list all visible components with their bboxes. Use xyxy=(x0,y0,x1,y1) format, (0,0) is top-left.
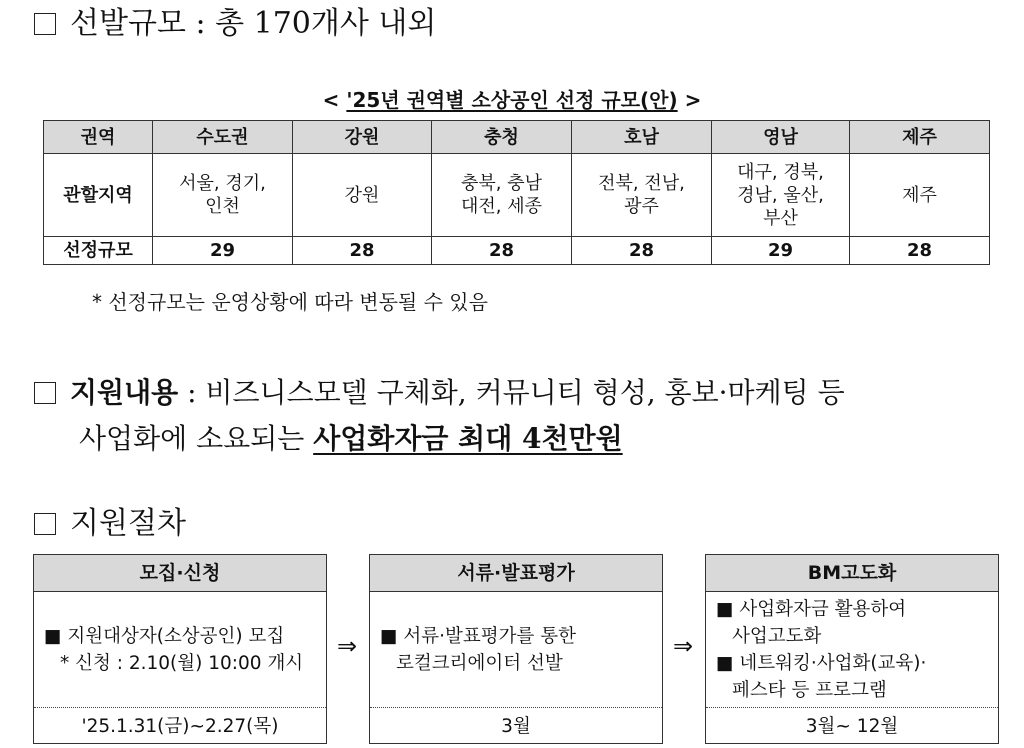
table-cell xyxy=(153,154,293,237)
step-bullets xyxy=(716,596,990,704)
area-text: 제주 xyxy=(902,184,937,206)
caption-close: > xyxy=(677,88,702,112)
caption-title: '25년 권역별 소상공인 선정 규모(안) xyxy=(346,88,678,112)
section-procedure xyxy=(34,504,186,544)
table-header-row xyxy=(44,121,990,154)
header-region: 충청 xyxy=(432,121,572,154)
support-text: 비즈니스모델 구체화, 커뮤니티 형성, 홍보·마케팅 등 xyxy=(205,376,845,409)
step-evaluation xyxy=(369,554,663,744)
area-text: 대구, 경북, 경남, 울산, 부산 xyxy=(737,161,824,229)
bullet-line: ■ 네트워킹·사업화(교육)· xyxy=(716,652,927,674)
bullet-line: 페스타 등 프로그램 xyxy=(732,679,887,701)
area-text: 서울, 경기, 인천 xyxy=(179,173,266,217)
regional-selection-table xyxy=(43,120,990,265)
count-cell: 29 xyxy=(712,237,850,265)
support-highlight: 사업화자금 최대 4천만원 xyxy=(313,422,623,455)
section-title: 지원내용 xyxy=(70,376,179,409)
table-cell xyxy=(293,154,432,237)
header-region: 강원 xyxy=(293,121,432,154)
section-selection-scale xyxy=(34,4,436,44)
step-body xyxy=(370,592,662,708)
checkbox-square-icon xyxy=(34,382,56,404)
count-cell: 28 xyxy=(850,237,990,265)
arrow-icon: ⇒ xyxy=(337,632,358,660)
row-label: 선정규모 xyxy=(44,237,153,265)
header-corner: 권역 xyxy=(44,121,153,154)
bullet-line: ■ 서류·발표평가를 통한 xyxy=(380,625,576,647)
area-text: 충북, 충남 대전, 세종 xyxy=(461,173,542,217)
header-region: 수도권 xyxy=(153,121,293,154)
step-bullets xyxy=(380,623,654,677)
section-title: 선발규모 : 총 170개사 내외 xyxy=(70,6,437,41)
count-cell: 29 xyxy=(153,237,293,265)
step-period: '25.1.31(금)~2.27(목) xyxy=(81,716,279,737)
bullet-line: 로컬크리에이터 선발 xyxy=(396,652,563,674)
bullet-line: ■ 사업화자금 활용하여 xyxy=(716,598,907,620)
checkbox-square-icon xyxy=(34,13,56,35)
area-text: 전북, 전남, 광주 xyxy=(598,173,685,217)
header-region: 영남 xyxy=(712,121,850,154)
step-bm-advancement xyxy=(705,554,999,744)
row-label: 관할지역 xyxy=(44,154,153,237)
step-period: 3월~ 12월 xyxy=(805,716,899,737)
table-note: * 선정규모는 운영상황에 따라 변동될 수 있음 xyxy=(92,290,488,314)
step-title: BM고도화 xyxy=(706,555,998,592)
table-row-counts xyxy=(44,237,990,265)
support-line-2 xyxy=(34,416,1004,462)
table-caption xyxy=(0,84,1024,113)
bullet-line: ■ 지원대상자(소상공인) 모집 xyxy=(44,625,285,647)
table-cell xyxy=(572,154,712,237)
arrow-icon: ⇒ xyxy=(673,632,694,660)
section-support-content xyxy=(34,370,1004,462)
step-period: 3월 xyxy=(501,716,531,737)
step-title: 서류·발표평가 xyxy=(370,555,662,592)
count-cell: 28 xyxy=(432,237,572,265)
step-body xyxy=(706,592,998,708)
bullet-line: 사업고도화 xyxy=(732,625,822,647)
bullet-line: * 신청 : 2.10(월) 10:00 개시 xyxy=(60,652,304,674)
checkbox-square-icon xyxy=(34,513,56,535)
table-row-areas xyxy=(44,154,990,237)
count-cell: 28 xyxy=(572,237,712,265)
section-title: 지원절차 xyxy=(70,506,186,541)
step-title: 모집·신청 xyxy=(34,555,326,592)
area-text: 강원 xyxy=(344,184,380,206)
step-bullets xyxy=(44,623,318,677)
table-cell xyxy=(432,154,572,237)
support-text: 사업화에 소요되는 xyxy=(79,422,314,455)
caption-open: < xyxy=(322,88,347,112)
table-cell xyxy=(712,154,850,237)
count-cell: 28 xyxy=(293,237,432,265)
step-body xyxy=(34,592,326,708)
separator: : xyxy=(178,376,206,409)
header-region: 호남 xyxy=(572,121,712,154)
step-recruitment xyxy=(33,554,327,744)
header-region: 제주 xyxy=(850,121,990,154)
table-cell xyxy=(850,154,990,237)
